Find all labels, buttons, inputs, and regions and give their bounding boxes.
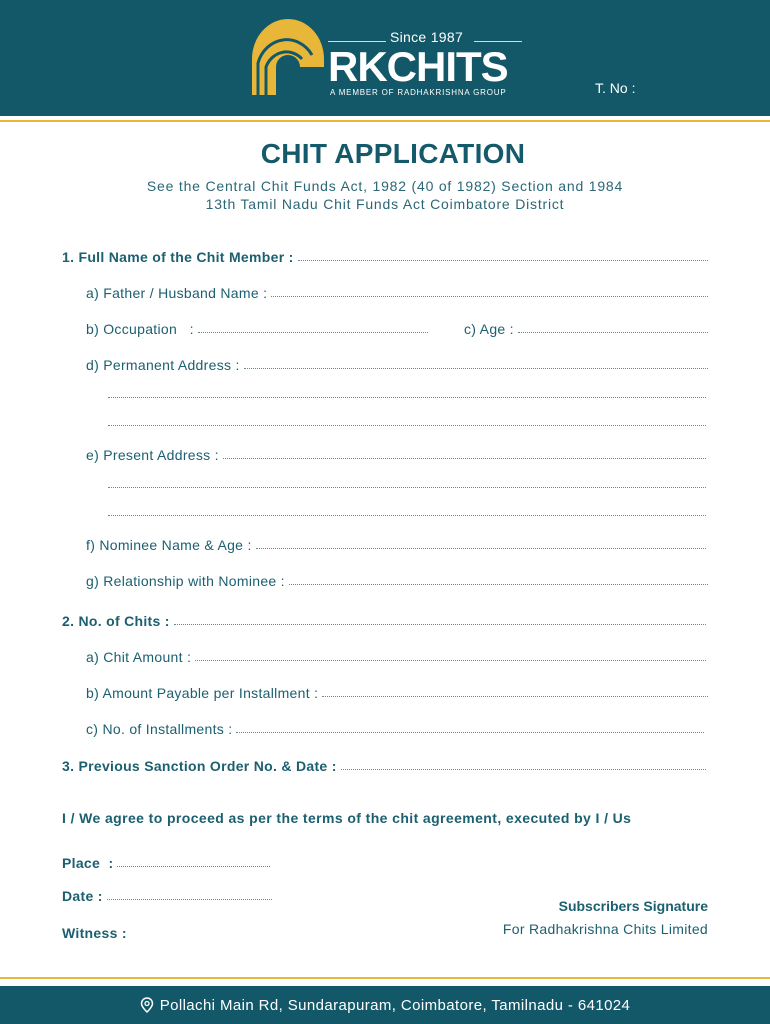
occupation-field[interactable] (86, 317, 428, 337)
witness-label: Witness : (62, 925, 127, 941)
permanent-address-field[interactable] (86, 353, 708, 373)
nominee-label: f) Nominee Name & Age : (86, 537, 252, 553)
place-label: Place : (62, 855, 114, 871)
place-field[interactable] (62, 851, 270, 871)
relationship-label: g) Relationship with Nominee : (86, 573, 285, 589)
amount-payable-label: b) Amount Payable per Installment : (86, 685, 319, 701)
since-label: Since 1987 (328, 29, 522, 47)
sanction-order-field[interactable] (62, 754, 706, 774)
full-name-label: 1. Full Name of the Chit Member : (62, 249, 294, 265)
place-line[interactable] (117, 866, 270, 867)
header-divider (0, 120, 770, 122)
relationship-field[interactable] (86, 569, 708, 589)
present-address-line-2[interactable] (108, 472, 706, 492)
date-line[interactable] (107, 899, 272, 900)
father-husband-line[interactable] (271, 296, 708, 297)
agreement-statement: I / We agree to proceed as per the terms of the chit agreement, executed by I / Us (62, 810, 632, 826)
present-address-label: e) Present Address : (86, 447, 219, 463)
present-address-field[interactable] (86, 443, 706, 463)
location-pin-icon (140, 997, 154, 1013)
age-line[interactable] (518, 332, 708, 333)
no-of-chits-label: 2. No. of Chits : (62, 613, 170, 629)
company-name: For Radhakrishna Chits Limited (502, 921, 708, 937)
installments-line[interactable] (236, 732, 704, 733)
subtitle-act: See the Central Chit Funds Act, 1982 (40 of 1982) Section and 1984 (146, 178, 624, 194)
present-address-line-1[interactable] (223, 458, 706, 459)
full-name-field[interactable] (62, 245, 708, 265)
no-of-chits-field[interactable] (62, 609, 706, 629)
footer-divider (0, 977, 770, 979)
footer-bar (0, 986, 770, 1024)
installments-label: c) No. of Installments : (86, 721, 233, 737)
father-husband-label: a) Father / Husband Name : (86, 285, 268, 301)
no-of-chits-line[interactable] (174, 624, 706, 625)
amount-payable-field[interactable] (86, 681, 708, 701)
permanent-address-label: d) Permanent Address : (86, 357, 240, 373)
permanent-address-line-1[interactable] (244, 368, 708, 369)
date-field[interactable] (62, 884, 272, 904)
header-bar (0, 0, 770, 116)
nominee-line[interactable] (256, 548, 706, 549)
page-title: CHIT APPLICATION (260, 138, 526, 169)
age-field[interactable] (464, 317, 708, 337)
father-husband-field[interactable] (86, 281, 708, 301)
amount-payable-line[interactable] (322, 696, 708, 697)
age-label: c) Age : (464, 321, 514, 337)
witness-field[interactable] (62, 921, 182, 941)
permanent-address-line-2[interactable] (108, 382, 706, 402)
chit-amount-line[interactable] (195, 660, 706, 661)
chit-amount-label: a) Chit Amount : (86, 649, 192, 665)
sanction-order-line[interactable] (341, 769, 706, 770)
nominee-field[interactable] (86, 533, 706, 553)
permanent-address-line-3[interactable] (108, 410, 706, 430)
full-name-line[interactable] (298, 260, 708, 261)
brand-tagline: A MEMBER OF RADHAKRISHNA GROUP (330, 88, 507, 97)
relationship-line[interactable] (289, 584, 708, 585)
chit-amount-field[interactable] (86, 645, 706, 665)
occupation-line[interactable] (198, 332, 428, 333)
sanction-order-label: 3. Previous Sanction Order No. & Date : (62, 758, 337, 774)
brand-name: RKCHITS (328, 43, 508, 90)
footer-address: Pollachi Main Rd, Sundarapuram, Coimbatore, Tamilnadu - 641024 (159, 996, 631, 1014)
logo-arch-icon (252, 19, 324, 95)
occupation-label: b) Occupation : (86, 321, 194, 337)
present-address-line-3[interactable] (108, 500, 706, 520)
installments-field[interactable] (86, 717, 704, 737)
date-label: Date : (62, 888, 103, 904)
subtitle-district: 13th Tamil Nadu Chit Funds Act Coimbatore District (205, 196, 565, 212)
token-number-label: T. No : (595, 80, 636, 96)
subscriber-signature-label: Subscribers Signature (558, 898, 708, 914)
